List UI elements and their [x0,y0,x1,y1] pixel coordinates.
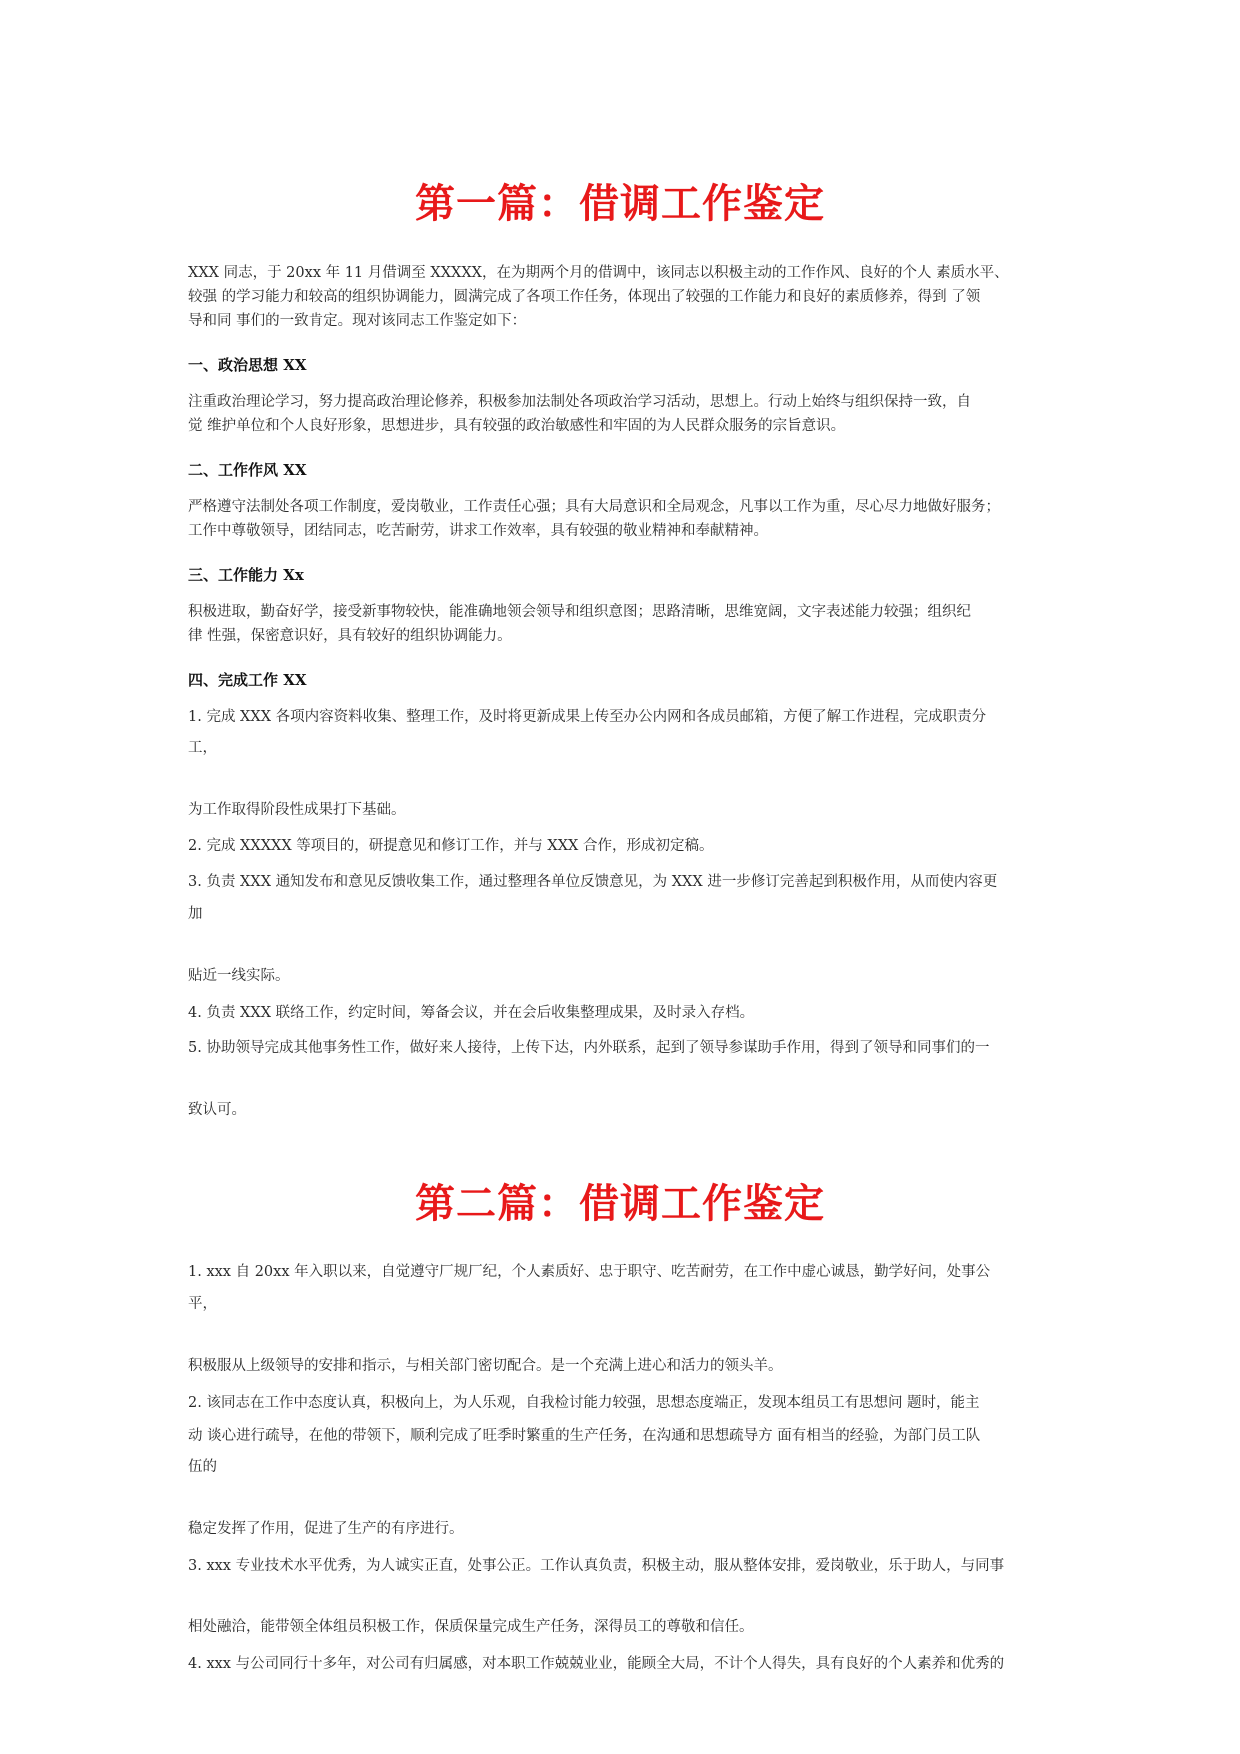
paragraph-line: 3. xxx 专业技术水平优秀，为人诚实正直，处事公正。工作认真负责，积极主动，服从整体安排，爱岗敬业，乐于助人，与同事 [188,1558,1005,1574]
list-item-line: 工， [188,740,217,756]
intro-line: XXX 同志，于 20xx 年 11 月借调至 XXXXX，在为期两个月的借调中，该同志以积极主动的工作作风、良好的个人 素质水平、 [188,265,1009,281]
list-item-line: 3. 负责 XXX 通知发布和意见反馈收集工作，通过整理各单位反馈意见，为 XXX 进一步修订完善起到积极作用，从而使内容更 [188,874,998,890]
section-heading: 二、工作作风 XX [188,461,307,479]
paragraph-line: 动 谈心进行疏导，在他的带领下，顺利完成了旺季时繁重的生产任务，在沟通和思想疏导方 面有相当的经验，为部门员工队 [188,1428,981,1444]
paragraph-line: 伍的 [188,1459,217,1475]
section-line: 积极进取，勤奋好学，接受新事物较快，能准确地领会领导和组织意图；思路清晰，思维宽阔，文字表述能力较强；组织纪 [188,604,971,620]
section-line: 觉 维护单位和个人良好形象，思想进步，具有较强的政治敏感性和牢固的为人民群众服务的宗旨意识。 [188,418,846,434]
paragraph-line: 1. xxx 自 20xx 年入职以来，自觉遵守厂规厂纪，个人素质好、忠于职守、吃苦耐劳，在工作中虚心诚恳，勤学好问，处事公 [188,1264,991,1280]
paragraph-line: 4. xxx 与公司同行十多年，对公司有归属感，对本职工作兢兢业业，能顾全大局，不计个人得失，具有良好的个人素养和优秀的 [188,1656,1005,1672]
section-heading: 四、完成工作 XX [188,671,307,689]
section-line: 严格遵守法制处各项工作制度，爱岗敬业，工作责任心强；具有大局意识和全局观念，凡事以工作为重，尽心尽力地做好服务； [188,499,1000,515]
paragraph-line: 2. 该同志在工作中态度认真，积极向上，为人乐观，自我检讨能力较强，思想态度端正，发现本组员工有思想问 题时，能主 [188,1395,980,1411]
list-item-line: 1. 完成 XXX 各项内容资料收集、整理工作，及时将更新成果上传至办公内网和各成员邮箱，方便了解工作进程，完成职责分 [188,709,987,725]
section-line: 律 性强，保密意识好，具有较好的组织协调能力。 [188,628,512,644]
list-item-line: 致认可。 [188,1102,246,1118]
part1-title: 第一篇：借调工作鉴定 [415,180,825,227]
list-item-line: 加 [188,906,203,922]
paragraph-line: 积极服从上级领导的安排和指示，与相关部门密切配合。是一个充满上进心和活力的领头羊。 [188,1358,783,1374]
paragraph-line: 稳定发挥了作用，促进了生产的有序进行。 [188,1521,464,1537]
list-item-line: 4. 负责 XXX 联络工作，约定时间，筹备会议，并在会后收集整理成果，及时录入存档。 [188,1005,755,1021]
intro-line: 导和同 事们的一致肯定。现对该同志工作鉴定如下： [188,313,527,329]
section-heading: 三、工作能力 Xx [188,566,304,584]
list-item-line: 5. 协助领导完成其他事务性工作，做好来人接待，上传下达，内外联系，起到了领导参谋助手作用，得到了领导和同事们的一 [188,1040,990,1056]
list-item-line: 2. 完成 XXXXX 等项目的，研提意见和修订工作，并与 XXX 合作，形成初定稿。 [188,838,714,854]
part2-title: 第二篇：借调工作鉴定 [415,1180,825,1227]
list-item-line: 为工作取得阶段性成果打下基础。 [188,802,406,818]
list-item-line: 贴近一线实际。 [188,968,290,984]
section-line: 工作中尊敬领导，团结同志，吃苦耐劳，讲求工作效率，具有较强的敬业精神和奉献精神。 [188,523,768,539]
section-heading: 一、政治思想 XX [188,356,307,374]
intro-line: 较强 的学习能力和较高的组织协调能力，圆满完成了各项工作任务，体现出了较强的工作能力和良好的素质修养，得到 了领 [188,289,981,305]
paragraph-line: 平， [188,1296,217,1312]
paragraph-line: 相处融洽，能带领全体组员积极工作，保质保量完成生产任务，深得员工的尊敬和信任。 [188,1619,754,1635]
section-line: 注重政治理论学习，努力提高政治理论修养，积极参加法制处各项政治学习活动，思想上。行动上始终与组织保持一致，自 [188,394,971,410]
